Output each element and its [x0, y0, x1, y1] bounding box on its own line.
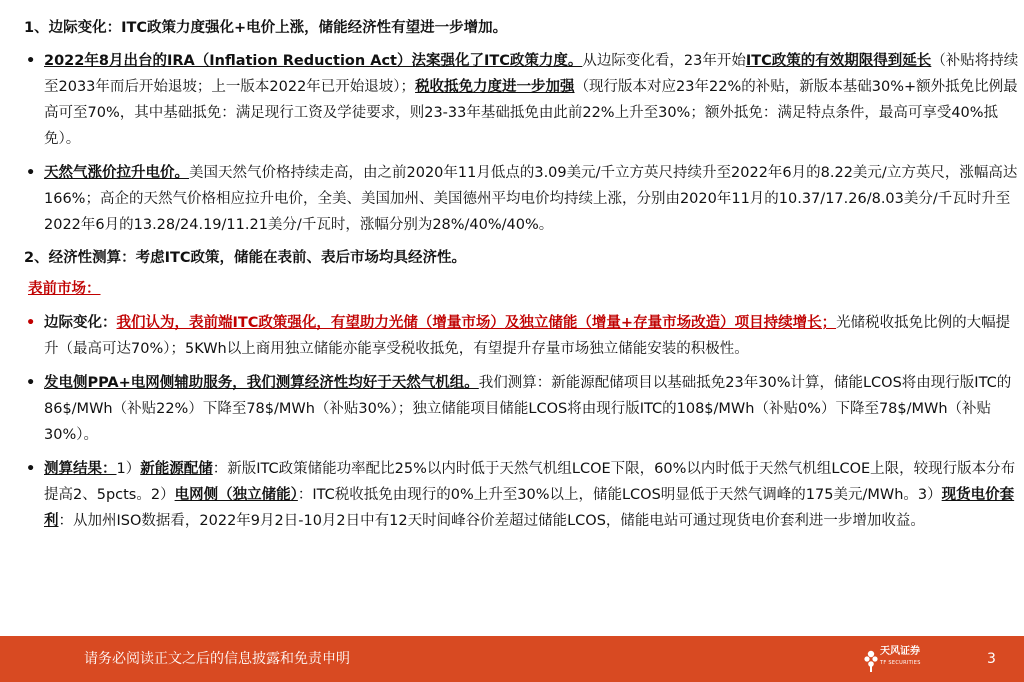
- ira-text-3: （现行版本对应23年22%的补贴，新版本基础30%+额外抵免比例最高可至70%，其中基础抵免：满足现行工资及学徒要求，则23-33年基础抵免由此前22%上升至30%；额外抵免：满足特点条件，最高可享受40%抵免）。: [44, 79, 1018, 147]
- page-number: 3: [987, 651, 996, 667]
- results-text-2: ：新版ITC政策储能功率配比25%以内时低于天然气机组LCOE下限，60%以内时低于天然气机组LCOE上限，较现行版本分布提高2、5pcts。2）: [44, 461, 1016, 503]
- bullet-dot-icon: •: [26, 315, 36, 331]
- ira-text-2: （补贴将持续至2033年而后开始退坡；上一版本2022年已开始退坡）；: [44, 53, 1019, 95]
- bullet-ppa: [24, 370, 1020, 448]
- marginal-text: 光储税收抵免比例的大幅提升（最高可达70%）；5KWh以上商用独立储能亦能享受税收抵免，有望提升存量市场独立储能安装的积极性。: [44, 315, 1011, 357]
- bullet-dot-icon: •: [26, 165, 36, 181]
- marginal-lead: 边际变化：: [44, 315, 117, 331]
- bullet-dot-icon: •: [26, 375, 36, 391]
- gas-text: 美国天然气价格持续走高，由之前2020年11月低点的3.09美元/千立方英尺持续升至2022年6月的8.22美元/立方英尺，涨幅高达166%；高企的天然气价格相应拉升电价，全美、美国加州、美国德州平均电价均持续上涨，分别由2020年11月的10.37/17.26/8.03美分/千瓦时升至2022年6月的13.28/24.19/11.21美分/千瓦时，涨幅分别为28%/40%/40%。: [44, 165, 1018, 233]
- results-grid-side: 电网侧（独立储能）: [174, 487, 298, 503]
- marginal-view: 我们认为，表前端ITC政策强化，有望助力光储（增量市场）及独立储能（增量+存量市场改造）项目持续增长；: [116, 315, 837, 331]
- results-lead: 测算结果：: [44, 461, 117, 477]
- logo-name: 天风证券: [880, 646, 920, 657]
- results-renewable: 新能源配储: [140, 461, 213, 477]
- logo-subtitle: TF SECURITIES: [880, 660, 921, 666]
- front-of-meter-heading: 表前市场：: [28, 281, 101, 297]
- ira-lead: 2022年8月出台的IRA（Inflation Reduction Act）法案强化了ITC政策力度。: [44, 53, 583, 69]
- section1-heading: 1、边际变化：ITC政策力度强化+电价上涨，储能经济性有望进一步增加。: [24, 20, 508, 36]
- results-text-4: ：从加州ISO数据看，2022年9月2日-10月2日中有12天时间峰谷价差超过储能LCOS，储能电站可通过现货电价套利进一步增加收益。: [58, 513, 925, 529]
- disclaimer-text: 请务必阅读正文之后的信息披露和免责申明: [84, 651, 350, 667]
- ira-extension: ITC政策的有效期限得到延长: [745, 53, 932, 69]
- bullet-dot-icon: •: [26, 53, 36, 69]
- results-text-3: ：ITC税收抵免由现行的0%上升至30%以上，储能LCOS明显低于天然气调峰的175美元/MWh。3）: [297, 487, 942, 503]
- results-text-1: 1）: [116, 461, 141, 477]
- ira-tax-credit: 税收抵免力度进一步加强: [415, 79, 575, 95]
- section2-heading: 2、经济性测算：考虑ITC政策，储能在表前、表后市场均具经济性。: [24, 250, 467, 266]
- footer-bar: [0, 636, 1024, 682]
- bullet-marginal-change: [24, 310, 1020, 362]
- gas-lead: 天然气涨价拉升电价。: [44, 165, 189, 181]
- ira-text-1: 从边际变化看，23年开始: [582, 53, 746, 69]
- ppa-lead: 发电侧PPA+电网侧辅助服务，我们测算经济性均好于天然气机组。: [44, 375, 479, 391]
- bullet-ira: [24, 48, 1020, 152]
- bullet-gas-price: [24, 160, 1020, 238]
- results-spot-arbitrage: 现货电价套利: [44, 487, 1015, 529]
- bullet-dot-icon: •: [26, 461, 36, 477]
- ppa-text: 我们测算：新能源配储项目以基础抵免23年30%计算，储能LCOS将由现行版ITC的86$/MWh（补贴22%）下降至78$/MWh（补贴30%）；独立储能项目储能LCOS将由现行版ITC的108$/MWh（补贴0%）下降至78$/MWh（补贴30%）。: [44, 375, 1012, 443]
- bullet-results: [24, 456, 1020, 534]
- slide-content: [24, 16, 1020, 542]
